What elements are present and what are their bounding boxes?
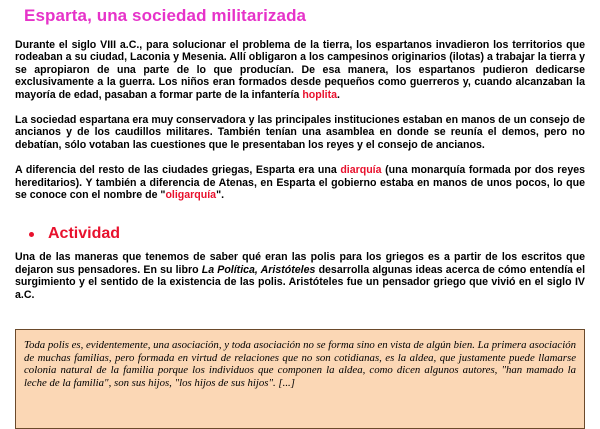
paragraph-activity-text-a: Una de las maneras que tenemos de saber qué eran las polis para los griegos es a partir de los escritos que dejaron sus pensadores. En su libro bbox=[15, 251, 585, 276]
quote-box bbox=[15, 329, 585, 429]
term-diarquia: diarquía bbox=[340, 164, 382, 177]
paragraph-society: La sociedad espartana era muy conservadora y las principales instituciones estaban en manos de un consejo de ancianos y de los caudillos militares. También tenían una asamblea en donde se reunía el demos, pero no debatían, sólo votaban las cuestiones que le presentaban los reyes y el consejo de ancianos. bbox=[15, 114, 585, 151]
paragraph-conquest-text: Durante el siglo VIII a.C., para solucionar el problema de la tierra, los espartanos invadieron los territorios que rodeaban a su ciudad, Laconia y Mesenia. Allí obligaron a los campesinos originarios (ilotas) a trabajar la tierra y se apropiaron de una parte de lo que producían. De esa manera, los espartanos pudieron dedicarse exclusivamente a la guerra. Los niños eran formados desde pequeños como guerreros y, cuando alcanzaban la mayoría de edad, pasaban a formar parte de la infantería bbox=[15, 39, 585, 101]
aristotle-quote: Toda polis es, evidentemente, una asociación, y toda asociación no se forma sino en vista de algún bien. La primera asociación de muchas familias, pero formada en virtud de relaciones que no son cotidianas, es la aldea, que justamente puede llamarse colonia natural de la familia porque los individuos que componen la aldea, como dicen algunos autores, "han mamado la leche de la familia", son sus hijos, "los hijos de sus hijos". [...] bbox=[24, 339, 576, 389]
paragraph-conquest-end: . bbox=[337, 88, 340, 101]
bullet-icon bbox=[29, 232, 34, 237]
paragraph-conquest bbox=[15, 39, 585, 101]
page-title: Esparta, una sociedad militarizada bbox=[24, 6, 307, 25]
paragraph-activity-text-b: desarrolla algunas ideas acerca de cómo entendía el surgimiento y el sentido de la existencia de las polis. Aristóteles fue un pensador griego que vivió en el siglo IV a.C. bbox=[15, 263, 586, 301]
term-hoplita: hoplita bbox=[302, 88, 338, 101]
term-oligarquia: oligarquía bbox=[165, 189, 217, 202]
paragraph-government bbox=[15, 164, 585, 201]
activity-heading bbox=[29, 225, 585, 243]
paragraph-government-end: ". bbox=[216, 189, 225, 202]
paragraph-activity bbox=[15, 251, 585, 301]
activity-heading-label: Actividad bbox=[48, 225, 121, 243]
paragraph-government-text-b: (una monarquía formada por dos reyes hereditarios). Y también a diferencia de Atenas, en Esparta el gobierno estaba en manos de unos pocos, lo que se conoce con el nombre de " bbox=[15, 164, 586, 202]
book-title: La Política, Aristóteles bbox=[201, 263, 316, 276]
paragraph-government-text-a: A diferencia del resto de las ciudades griegas, Esparta era una bbox=[15, 164, 341, 177]
